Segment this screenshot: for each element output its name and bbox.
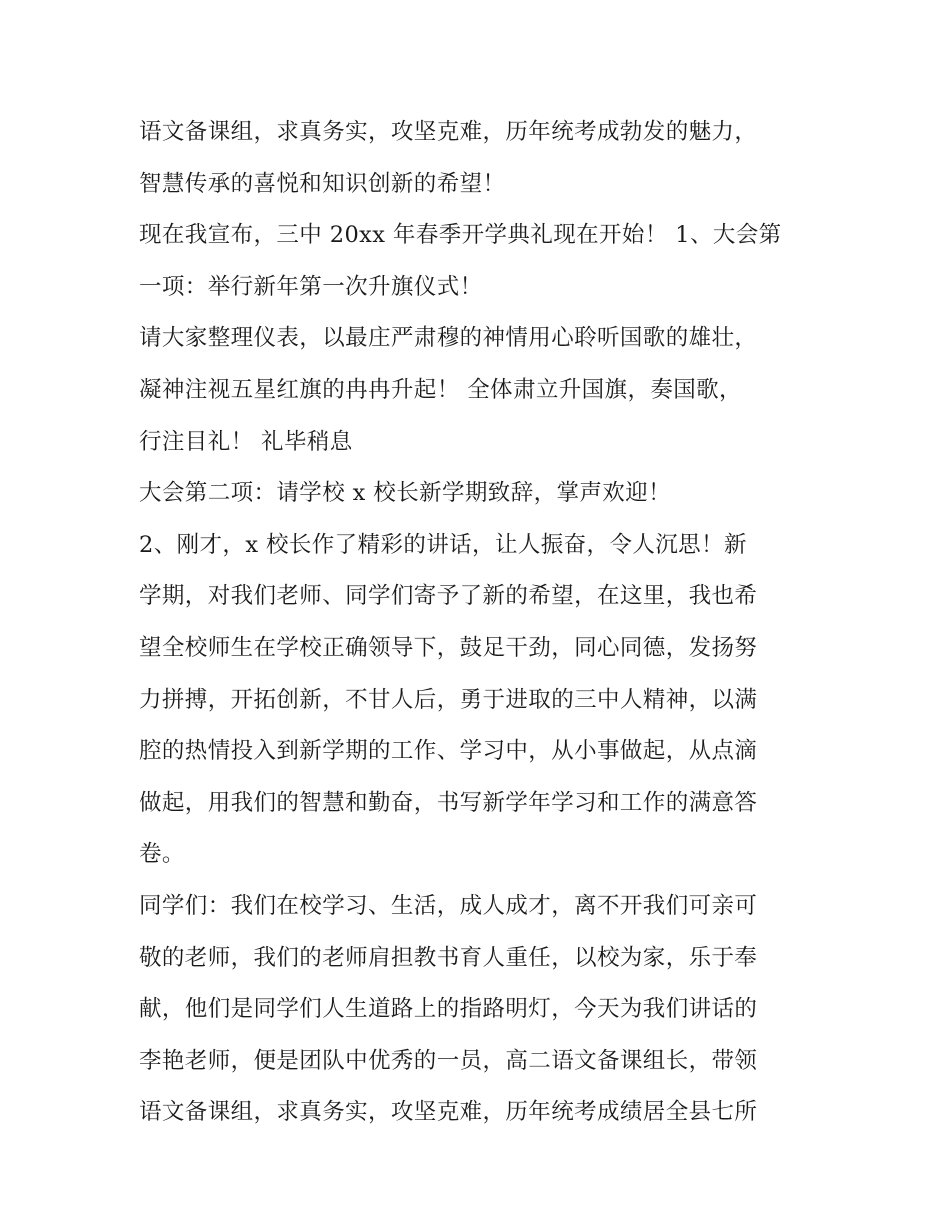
text-line: 语文备课组，求真务实，攻坚克难，历年统考成绩居全县七所 [139, 1099, 758, 1126]
text-line: 卷。 [139, 841, 185, 868]
text-line: 一项：举行新年第一次升旗仪式！ [139, 273, 483, 300]
text-line: 智慧传承的喜悦和知识创新的希望！ [139, 170, 506, 197]
text-line: 现在我宣布，三中 20xx 年春季开学典礼现在开始！ 1、大会第 [139, 222, 782, 249]
text-line: 同学们：我们在校学习、生活，成人成才，离不开我们可亲可 [139, 892, 758, 919]
text-line: 请大家整理仪表，以最庄严肃穆的神情用心聆听国歌的雄壮， [139, 325, 758, 352]
text-line: 语文备课组，求真务实，攻坚克难，历年统考成勃发的魅力， [139, 119, 758, 145]
text-line: 献，他们是同学们人生道路上的指路明灯，今天为我们讲话的 [139, 996, 758, 1023]
text-line: 李艳老师，便是团队中优秀的一员，高二语文备课组长，带领 [139, 1047, 758, 1074]
text-line: 行注目礼！ 礼毕稍息 [139, 428, 353, 455]
text-line: 凝神注视五星红旗的冉冉升起！ 全体肃立升国旗，奏国歌， [139, 376, 742, 403]
text-line: 做起，用我们的智慧和勤奋，书写新学年学习和工作的满意答 [139, 789, 758, 816]
text-line: 敬的老师，我们的老师肩担教书育人重任，以校为家，乐于奉 [139, 944, 758, 971]
text-line: 学期，对我们老师、同学们寄予了新的希望，在这里，我也希 [139, 583, 758, 610]
document-page [139, 107, 819, 1139]
text-line: 2、刚才，x 校长作了精彩的讲话，让人振奋，令人沉思！新 [139, 531, 747, 558]
text-line: 望全校师生在学校正确领导下，鼓足干劲，同心同德，发扬努 [139, 634, 758, 661]
text-line: 力拼搏，开拓创新，不甘人后，勇于进取的三中人精神，以满 [139, 686, 758, 713]
text-line: 大会第二项：请学校 x 校长新学期致辞，掌声欢迎！ [139, 480, 671, 507]
text-line: 腔的热情投入到新学期的工作、学习中，从小事做起，从点滴 [139, 738, 758, 765]
